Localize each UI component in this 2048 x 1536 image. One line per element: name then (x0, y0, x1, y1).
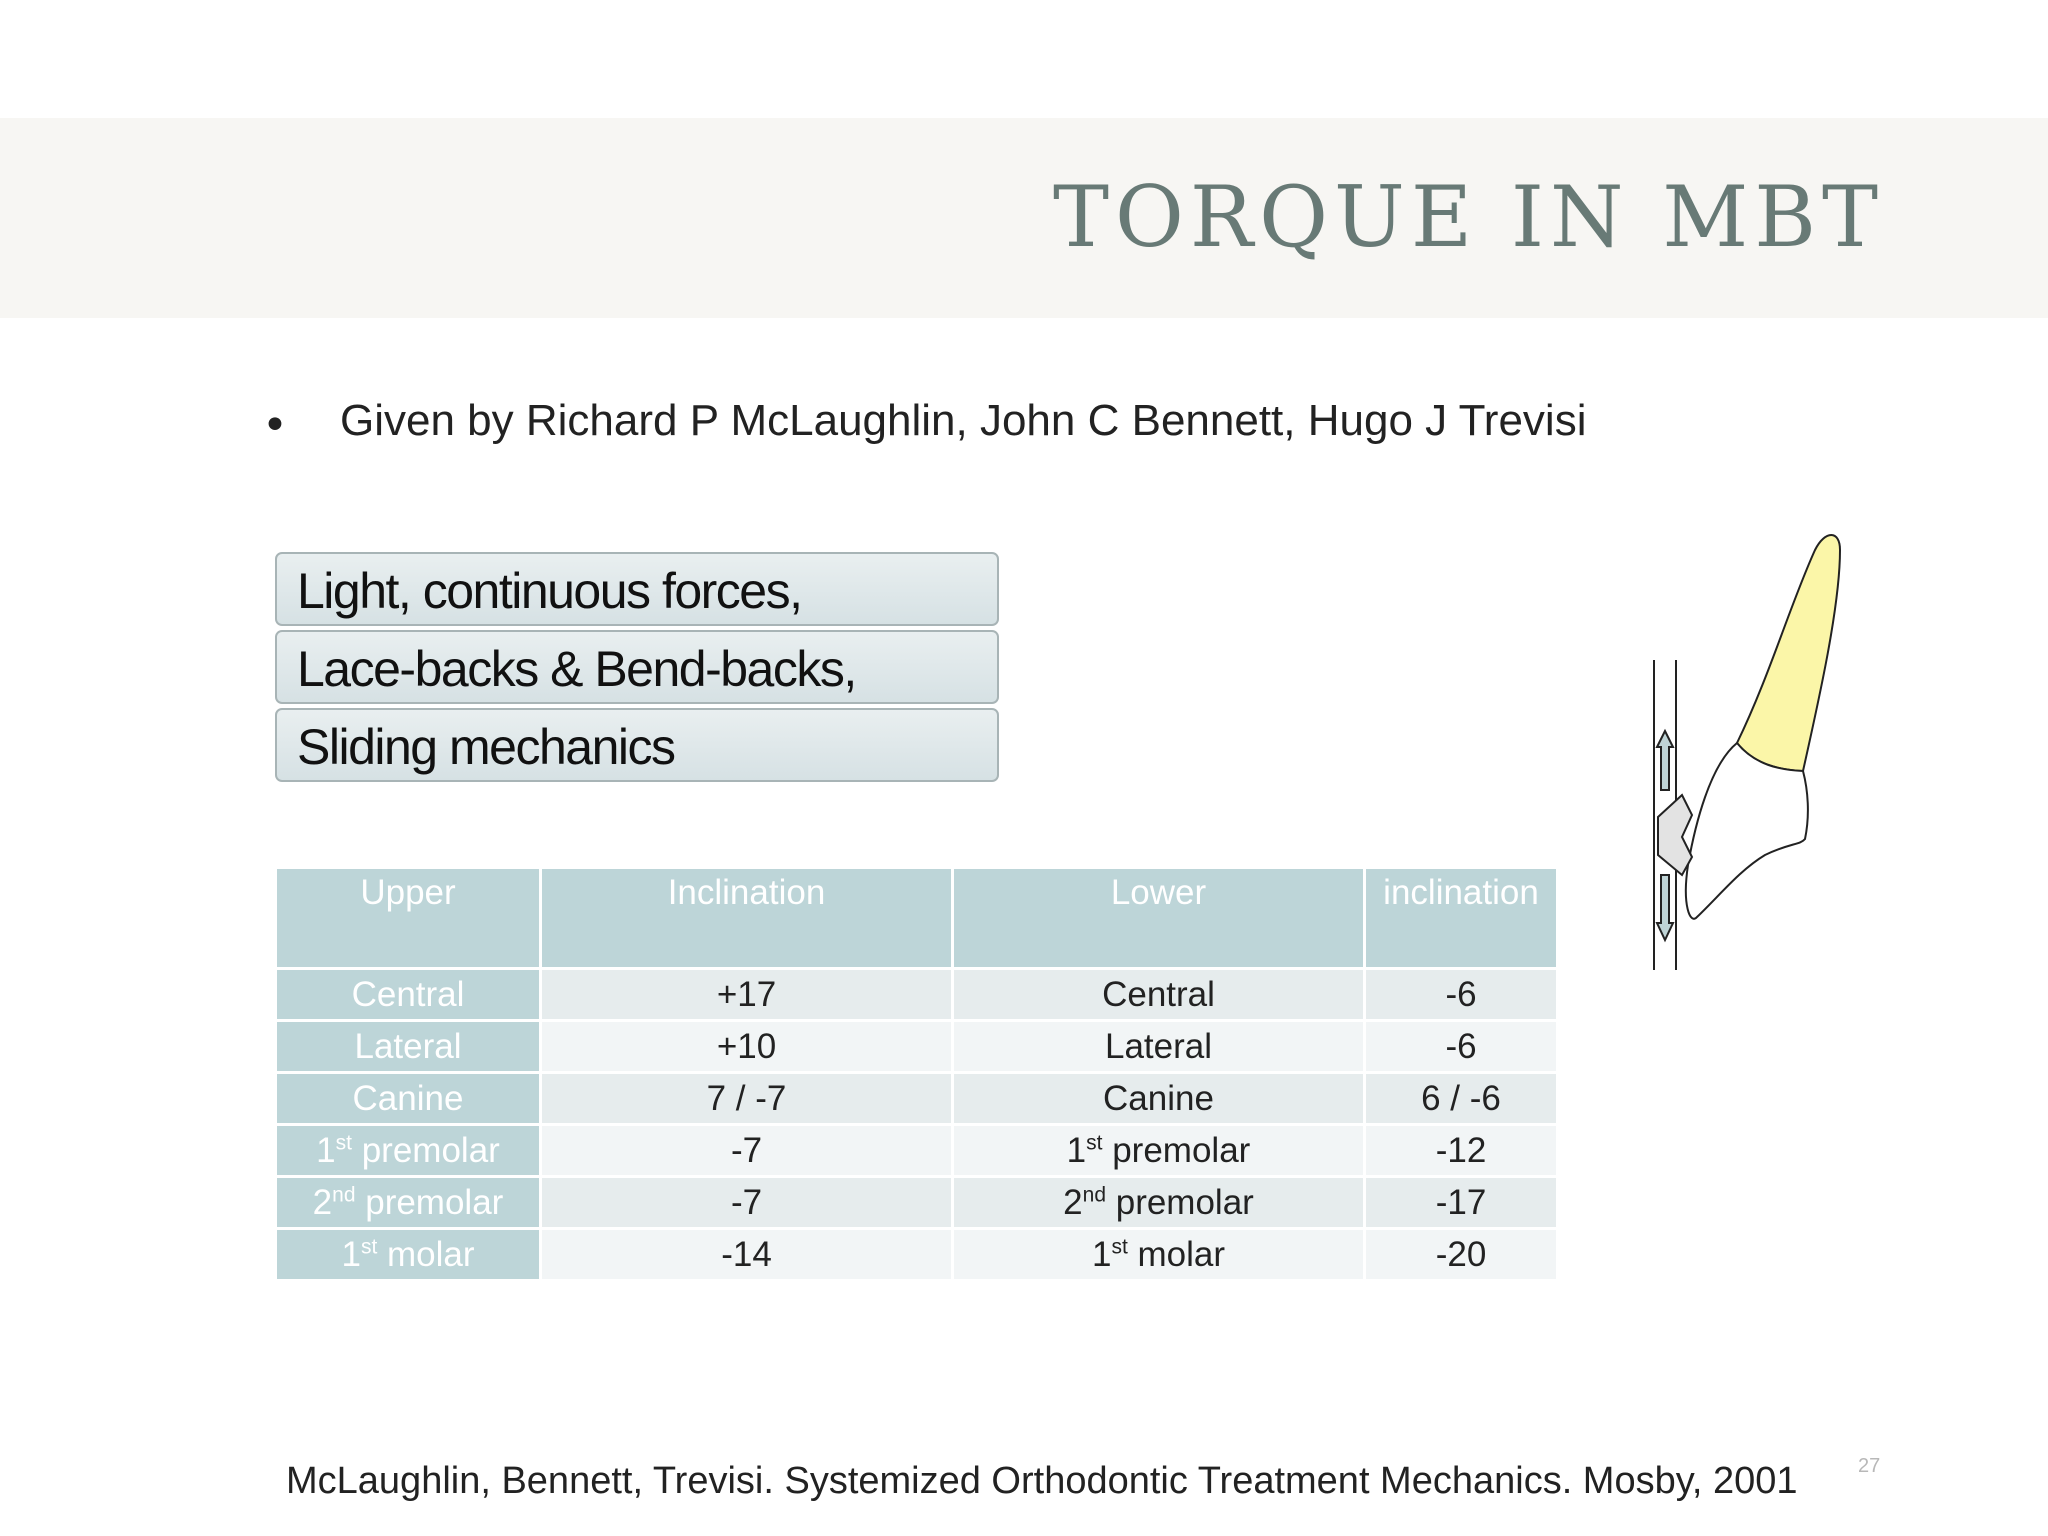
lower-inclination-cell: 6 / -6 (1366, 1074, 1556, 1123)
upper-inclination-cell: -7 (542, 1126, 951, 1175)
table-row (277, 1178, 1556, 1227)
bullet-text: Given by Richard P McLaughlin, John C Bennett, Hugo J Trevisi (340, 396, 1587, 445)
principle-box-1: Light, continuous forces, (275, 552, 999, 626)
upper-inclination-cell: -7 (542, 1178, 951, 1227)
table-body (277, 970, 1556, 1279)
table-row (277, 1074, 1556, 1123)
tooth-name-pre: 1 (1091, 1234, 1112, 1274)
lower-inclination-cell: -6 (1366, 970, 1556, 1019)
tooth-name-post: molar (1127, 1234, 1226, 1274)
upper-tooth-cell (277, 1230, 539, 1279)
tooth-name-sup: nd (332, 1182, 356, 1206)
tooth-name-post: Canine (352, 1078, 464, 1118)
tooth-name-pre: 1 (341, 1234, 361, 1274)
tooth-bracket-diagram-icon (1640, 525, 1880, 975)
upper-inclination-cell: +10 (542, 1022, 951, 1071)
tooth-name-post: Central (1102, 974, 1215, 1014)
tooth-name-post: molar (377, 1234, 475, 1274)
table-header-row (277, 869, 1556, 967)
tooth-name-post: Lateral (354, 1026, 462, 1066)
tooth-name-pre: 1 (1066, 1130, 1087, 1170)
header-lower-inclination: inclination (1366, 869, 1556, 967)
tooth-name-sup: st (1111, 1234, 1128, 1258)
tooth-name-post: premolar (355, 1182, 504, 1222)
lower-inclination-cell: -6 (1366, 1022, 1556, 1071)
tooth-name-sup: st (1086, 1130, 1103, 1154)
torque-table (274, 866, 1559, 1282)
upper-inclination-cell: +17 (542, 970, 951, 1019)
upper-tooth-cell (277, 1074, 539, 1123)
header-lower: Lower (954, 869, 1363, 967)
table-row (277, 1022, 1556, 1071)
tooth-name-pre: 2 (1063, 1182, 1083, 1222)
upper-tooth-cell (277, 970, 539, 1019)
tooth-name-post: premolar (351, 1130, 500, 1170)
table-row (277, 1230, 1556, 1279)
header-upper-inclination: Inclination (542, 869, 951, 967)
bullet-marker: • (262, 400, 288, 451)
tooth-name-sup: st (335, 1130, 352, 1154)
upper-tooth-cell (277, 1126, 539, 1175)
citation: McLaughlin, Bennett, Trevisi. Systemized Orthodontic Treatment Mechanics. Mosby, 2001 (286, 1460, 1798, 1502)
slide-title: TORQUE IN MBT (1053, 168, 1884, 266)
tooth-name-post: Central (351, 974, 465, 1014)
tooth-name-post: Lateral (1104, 1026, 1213, 1066)
tooth-name-post: premolar (1102, 1130, 1251, 1170)
lower-inclination-cell: -17 (1366, 1178, 1556, 1227)
upper-tooth-cell (277, 1178, 539, 1227)
lower-inclination-cell: -20 (1366, 1230, 1556, 1279)
tooth-name-pre: 1 (316, 1130, 336, 1170)
header-upper: Upper (277, 869, 539, 967)
tooth-name-post: Canine (1103, 1078, 1214, 1118)
lower-tooth-cell (954, 1230, 1363, 1279)
upper-inclination-cell: 7 / -7 (542, 1074, 951, 1123)
lower-tooth-cell (954, 1022, 1363, 1071)
table-row (277, 970, 1556, 1019)
lower-tooth-cell (954, 1126, 1363, 1175)
upper-tooth-cell (277, 1022, 539, 1071)
tooth-name-sup: nd (1082, 1182, 1106, 1206)
table-row (277, 1126, 1556, 1175)
principle-box-3: Sliding mechanics (275, 708, 999, 782)
lower-inclination-cell: -12 (1366, 1126, 1556, 1175)
lower-tooth-cell (954, 1178, 1363, 1227)
tooth-name-post: premolar (1106, 1182, 1254, 1222)
tooth-name-sup: st (360, 1234, 378, 1258)
tooth-name-pre: 2 (312, 1182, 333, 1222)
principle-box-2: Lace-backs & Bend-backs, (275, 630, 999, 704)
lower-tooth-cell (954, 970, 1363, 1019)
page-number: 27 (1858, 1455, 1881, 1477)
lower-tooth-cell (954, 1074, 1363, 1123)
upper-inclination-cell: -14 (542, 1230, 951, 1279)
